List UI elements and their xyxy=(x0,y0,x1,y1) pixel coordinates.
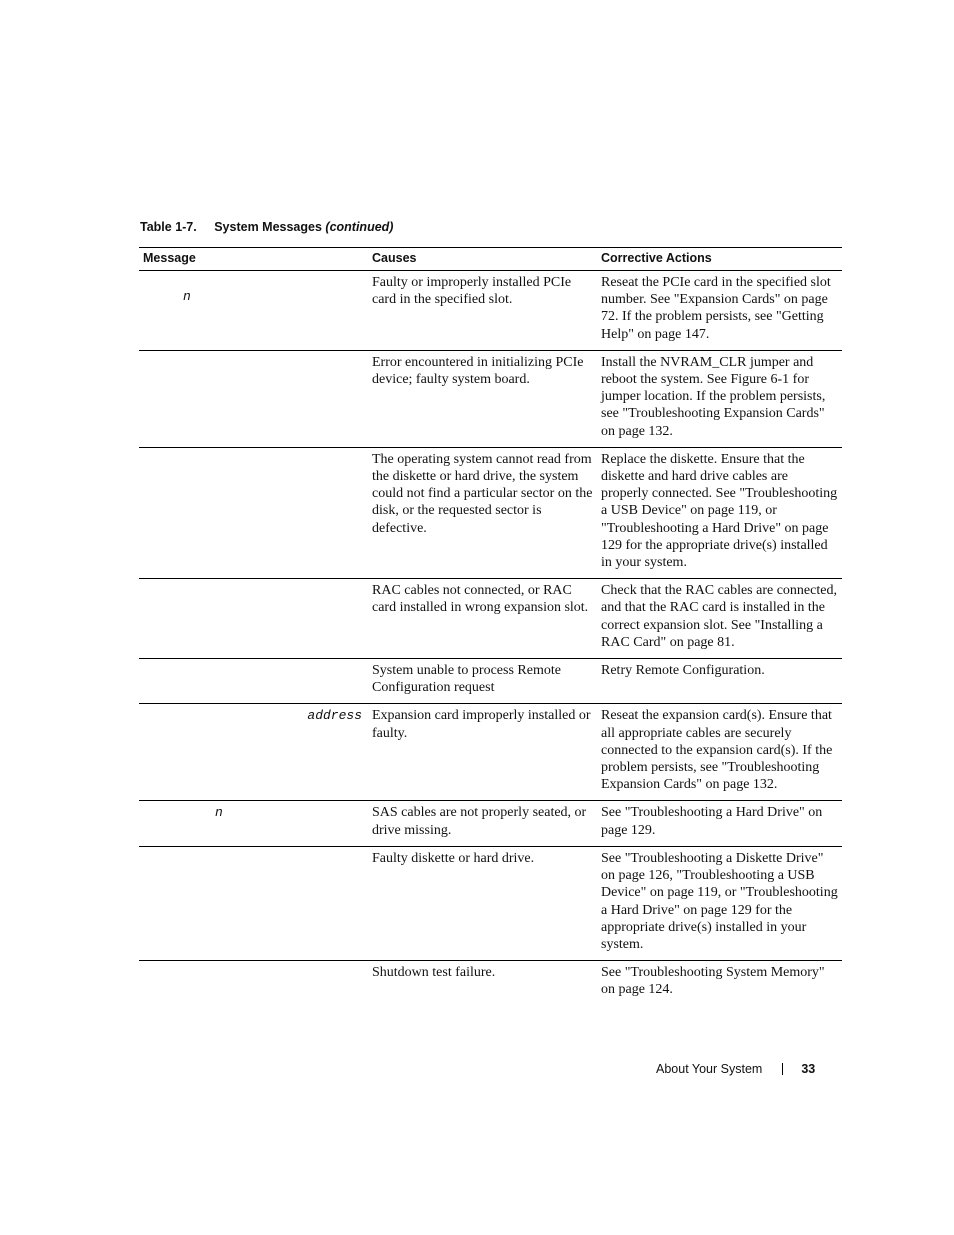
footer-divider xyxy=(782,1063,783,1075)
table-row xyxy=(139,659,842,704)
action-cell: See "Troubleshooting a Hard Drive" on page 129. xyxy=(597,801,842,846)
action-cell: Reseat the PCIe card in the specified slot number. See "Expansion Cards" on page 72. If the problem persists, see "Getting Help" on page 147. xyxy=(597,271,842,351)
message-cell xyxy=(139,579,368,659)
action-cell: Reseat the expansion card(s). Ensure that all appropriate cables are securely connected to the expansion card(s). If the problem persists, see "Troubleshooting Expansion Cards" on page 132. xyxy=(597,704,842,801)
page-number: 33 xyxy=(801,1062,816,1076)
cause-cell: The operating system cannot read from the diskette or hard drive, the system could not find a particular sector on the disk, or the requested sector is defective. xyxy=(368,447,597,578)
footer-section-title: About Your System xyxy=(656,1062,763,1076)
message-text: n xyxy=(183,289,191,304)
table-row xyxy=(139,350,842,447)
message-cell xyxy=(139,846,368,960)
cause-cell: Error encountered in initializing PCIe device; faulty system board. xyxy=(368,350,597,447)
message-cell: address xyxy=(139,704,368,801)
system-messages-table xyxy=(139,247,842,1006)
cause-cell: RAC cables not connected, or RAC card installed in wrong expansion slot. xyxy=(368,579,597,659)
action-cell: Replace the diskette. Ensure that the diskette and hard drive cables are properly connected. See "Troubleshooting a USB Device" on page 119, or "Troubleshooting a Hard Drive" on page 129 for the appropriate drive(s) installed in your system. xyxy=(597,447,842,578)
cause-cell: Faulty or improperly installed PCIe card in the specified slot. xyxy=(368,271,597,351)
table-row xyxy=(139,846,842,960)
action-cell: Check that the RAC cables are connected, and that the RAC card is installed in the correct expansion slot. See "Installing a RAC Card" on page 81. xyxy=(597,579,842,659)
message-cell xyxy=(139,350,368,447)
table-title: System Messages xyxy=(214,220,322,234)
page-footer xyxy=(656,1062,815,1076)
table-row xyxy=(139,579,842,659)
table-row xyxy=(139,801,842,846)
action-cell: See "Troubleshooting a Diskette Drive" on page 126, "Troubleshooting a USB Device" on page 119, or "Troubleshooting a Hard Drive" on page 129 for the appropriate drive(s) installed in your system. xyxy=(597,846,842,960)
table-header-row xyxy=(139,248,842,271)
table-row xyxy=(139,704,842,801)
table-number: Table 1-7. xyxy=(140,220,197,234)
table-row xyxy=(139,271,842,351)
cause-cell: Expansion card improperly installed or faulty. xyxy=(368,704,597,801)
message-cell: n xyxy=(139,801,368,846)
header-causes: Causes xyxy=(368,248,597,271)
cause-cell: System unable to process Remote Configuration request xyxy=(368,659,597,704)
cause-cell: SAS cables are not properly seated, or drive missing. xyxy=(368,801,597,846)
header-corrective-actions: Corrective Actions xyxy=(597,248,842,271)
message-cell xyxy=(139,659,368,704)
action-cell: Retry Remote Configuration. xyxy=(597,659,842,704)
table-row xyxy=(139,447,842,578)
table-caption xyxy=(140,220,393,234)
table-continued: (continued) xyxy=(325,220,394,234)
cause-cell: Shutdown test failure. xyxy=(372,965,496,981)
message-cell xyxy=(139,447,368,578)
cause-cell: Faulty diskette or hard drive. xyxy=(368,846,597,960)
table-row xyxy=(139,961,842,1006)
header-message: Message xyxy=(139,248,368,271)
message-cell xyxy=(139,271,368,351)
action-cell: Install the NVRAM_CLR jumper and reboot the system. See Figure 6-1 for jumper location. If the problem persists, see "Troubleshooting Expansion Cards" on page 132. xyxy=(597,350,842,447)
message-cell xyxy=(139,961,368,1006)
action-cell: See "Troubleshooting System Memory" on page 124. xyxy=(601,965,825,998)
